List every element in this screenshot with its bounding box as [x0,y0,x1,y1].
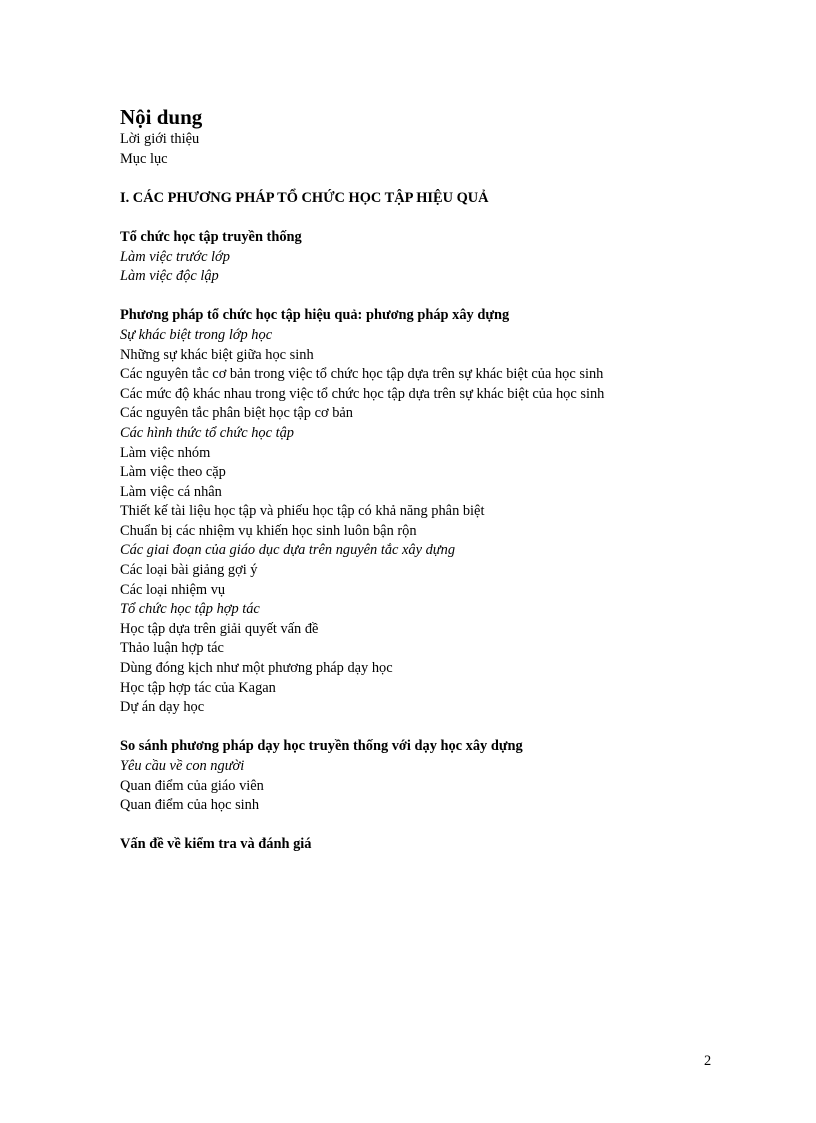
toc-item-intro: Lời giới thiệu [120,131,200,147]
spacer [120,208,740,228]
toc-subsection: Sự khác biệt trong lớp học [120,326,273,343]
toc-entry: Các nguyên tắc cơ bản trong việc tổ chức học tập dựa trên sự khác biệt của học sinh [120,366,604,383]
page-number: 2 [704,1053,712,1069]
toc-entry: Các loại bài giảng gợi ý [120,562,258,579]
toc-entry: Học tập hợp tác của Kagan [120,679,276,696]
toc-entry: Các nguyên tắc phân biệt học tập cơ bản [120,405,353,422]
toc-entry: Những sự khác biệt giữa học sinh [120,346,314,363]
toc-entry: Các mức độ khác nhau trong việc tổ chức học tập dựa trên sự khác biệt của học sinh [120,385,605,402]
toc-entry: Thảo luận hợp tác [120,640,224,657]
toc-entry: Chuẩn bị các nhiệm vụ khiến học sinh luôn bận rộn [120,522,417,539]
toc-subsection: Các hình thức tổ chức học tập [120,424,294,441]
toc-subsection: Các giai đoạn của giáo dục dựa trên nguyên tắc xây dựng [120,542,456,559]
toc-item-contents: Mục lục [120,150,168,167]
toc-section-title: Phương pháp tổ chức học tập hiệu quả: phương pháp xây dựng [120,307,510,324]
toc-entry: Làm việc nhóm [120,444,211,461]
toc-subsection: Tổ chức học tập hợp tác [120,601,260,618]
toc-entry: Quan điểm của học sinh [120,797,260,814]
toc-subsection: Yêu cầu về con người [120,758,245,774]
toc-entry: Dự án dạy học [120,699,205,716]
toc-part-title: I. CÁC PHƯƠNG PHÁP TỔ CHỨC HỌC TẬP HIỆU QUẢ [120,189,489,206]
table-of-contents [120,104,740,855]
toc-entry: Làm việc cá nhân [120,483,222,500]
toc-entry: Làm việc theo cặp [120,464,226,481]
spacer [120,718,740,738]
toc-section-title: Tổ chức học tập truyền thống [120,228,302,245]
toc-entry: Thiết kế tài liệu học tập và phiếu học tập có khả năng phân biệt [120,503,485,520]
spacer [120,287,740,307]
toc-entry: Quan điểm của giáo viên [120,777,264,794]
toc-sections [120,208,740,855]
toc-entry: Các loại nhiệm vụ [120,581,226,598]
toc-subsection: Làm việc độc lập [120,268,219,285]
toc-entry: Học tập dựa trên giải quyết vấn đề [120,620,319,637]
spacer [120,169,740,189]
toc-section-title: So sánh phương pháp dạy học truyền thống với dạy học xây dựng [120,738,523,755]
toc-subsection: Làm việc trước lớp [120,248,230,265]
toc-entry: Dùng đóng kịch như một phương pháp dạy học [120,660,393,677]
spacer [120,816,740,836]
toc-heading: Nội dung [120,105,203,129]
toc-section-title: Vấn đề về kiểm tra và đánh giá [120,836,312,853]
